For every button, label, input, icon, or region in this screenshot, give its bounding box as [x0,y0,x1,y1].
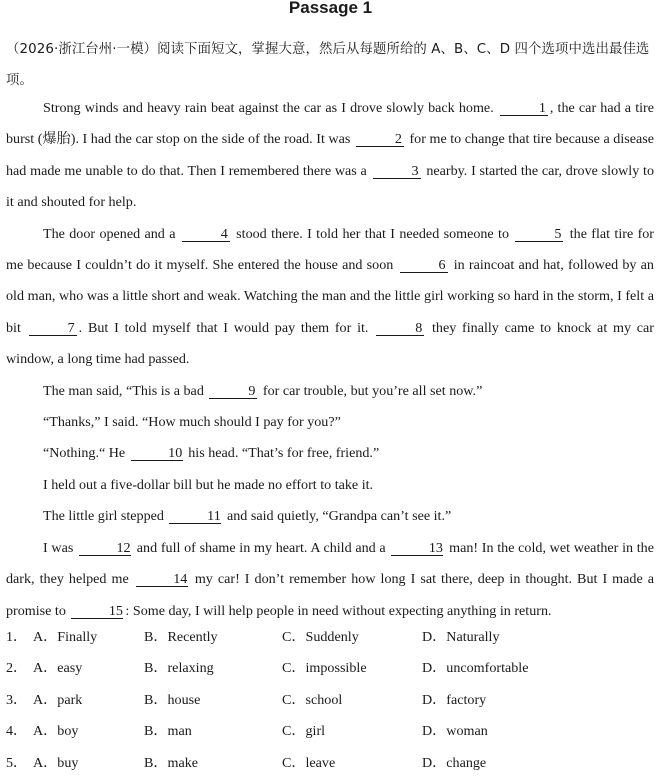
option-d[interactable]: D．factory [422,691,487,708]
blank-9: 9 [209,384,257,399]
question-row [6,653,656,684]
blank-8: 8 [376,321,424,336]
passage-body [6,93,654,627]
paragraph: I held out a five-dollar bill but he made no effort to take it. [43,476,374,493]
question-row [6,748,656,779]
blank-14: 14 [136,572,188,587]
option-c[interactable]: C．impossible [282,660,367,677]
blank-6: 6 [400,258,448,273]
paragraph: “Nothing.“ He 10 his head. “That’s for free, friend.” [43,445,380,462]
blank-2: 2 [356,132,404,147]
blank-7: 7 [29,321,77,336]
option-c[interactable]: C．leave [282,754,336,771]
blank-3: 3 [373,164,421,179]
option-d[interactable]: D．change [422,754,487,771]
blank-13: 13 [391,541,443,556]
question-options [6,622,656,779]
option-b[interactable]: B．relaxing [144,660,214,677]
option-a[interactable]: A．boy [33,723,79,740]
blank-12: 12 [79,541,131,556]
option-d[interactable]: D．woman [422,723,488,740]
option-b[interactable]: B．man [144,723,192,740]
option-d[interactable]: D．uncomfortable [422,660,529,677]
paragraph: The little girl stepped 11 and said quietly, “Grandpa can’t see it.” [43,508,452,525]
option-a[interactable]: A．buy [33,754,79,771]
option-b[interactable]: B．Recently [144,629,218,645]
blank-11: 11 [169,509,221,524]
question-number: 4． [6,723,28,740]
paragraph: The door opened and a 4 stood there. I told her that I needed someone to 5 the flat tire for me because I couldn’t do it myself. She entered the house and soon 6 in raincoat and hat, followed by an old man, who was a little short and weak. Watching the man and the little girl working so hard in the storm, I felt a bit 7 . But I told myself that I would pay them for it. 8 they finally came to knock at my car window, a long time had passed. [6,225,655,368]
question-row [6,622,656,653]
option-a[interactable]: A．park [33,691,83,708]
question-row [6,716,656,747]
question-number: 5． [6,754,28,771]
paragraph: The man said, “This is a bad 9 for car trouble, but you’re all set now.” [43,382,483,399]
passage-title: Passage 1 [288,0,373,17]
option-a[interactable]: A．easy [33,660,83,677]
option-c[interactable]: C．girl [282,723,326,740]
option-b[interactable]: B．house [144,691,201,708]
paragraph: I was 12 and full of shame in my heart. A child and a 13 man! In the cold, wet weather in the dark, they helped me 14 my car! I don’t remember how long I sat there, deep in thought. But I made a promise to 15 : Some day, I will help people in need without expecting anything in return. [6,539,654,619]
blank-1: 1 [500,101,548,116]
blank-5: 5 [515,227,563,242]
question-row [6,685,656,716]
blank-10: 10 [131,446,183,461]
paragraph: Strong winds and heavy rain beat against the car as I drove slowly back home. 1 , the car had a tire burst (爆胎). I had the car stop on the side of the road. It was 2 for me to change that tire because a disease had made me unable to do that. Then I remembered there was a 3 nearby. I started the car, drove slowly to it and shouted for help. [6,100,654,211]
instructions: （2026·浙江台州·一模）阅读下面短文，掌握大意，然后从每题所给的 A、B、C、D 四个选项中选出最佳选项。 [6,42,650,88]
paragraph: “Thanks,” I said. “How much should I pay for you?” [43,414,341,431]
question-number: 1． [6,629,28,645]
option-b[interactable]: B．make [144,754,199,771]
blank-4: 4 [182,227,230,242]
option-a[interactable]: A．Finally [33,629,98,645]
question-number: 3． [6,691,28,708]
question-number: 2． [6,660,28,677]
blank-15: 15 [71,604,123,619]
option-d[interactable]: D．Naturally [422,629,500,645]
option-c[interactable]: C．Suddenly [282,629,359,645]
option-c[interactable]: C．school [282,691,343,708]
